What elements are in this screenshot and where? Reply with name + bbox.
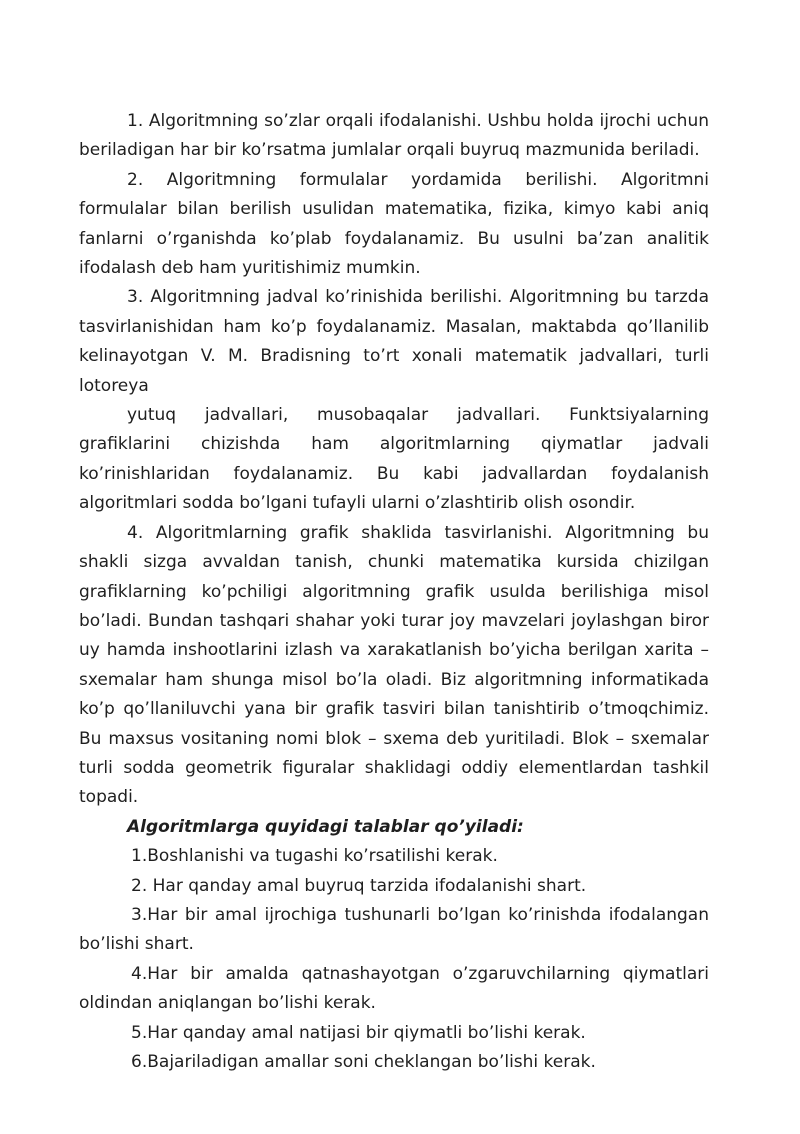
- list-item: [79, 960, 709, 1019]
- list-item-text: Har bir amalda qatnashayotgan o’zgaruvchilarning qiymatlari oldindan aniqlangan bo’lishi kerak.: [79, 963, 709, 1014]
- list-item-text: Har qanday amal buyruq tarzida ifodalanishi shart.: [147, 875, 587, 896]
- list-item-number: 6.: [131, 1052, 148, 1072]
- list-item-number: 2.: [131, 875, 148, 896]
- list-item-text: Boshlanishi va tugashi ko’rsatilishi kerak.: [147, 846, 498, 867]
- paragraph-verbal-algorithm: 1. Algoritmning so’zlar orqali ifodalanishi. Ushbu holda ijrochi uchun beriladigan har bir ko’rsatma jumlalar orqali buyruq mazmunida beriladi.: [79, 111, 709, 161]
- paragraph-formula-algorithm: 2. Algoritmning formulalar yordamida berilishi. Algoritmni formulalar bilan berilish usulidan matematika, fizika, kimyo kabi aniq fanlarni o’rganishda ko’plab foydalanamiz. Bu usulni ba’zan analitik ifodalash deb ham yuritishimiz mumkin.: [79, 169, 709, 279]
- requirements-heading: Algoritmlarga quyidagi talablar qo’yiladi:: [127, 816, 524, 837]
- list-item-text: Bajariladigan amallar soni cheklangan bo’lishi kerak.: [147, 1052, 596, 1072]
- paragraph-graphic-algorithm: 4. Algoritmlarning grafik shaklida tasvirlanishi. Algoritmning bu shakli sizga avvaldan tanish, chunki matematika kursida chizilgan grafiklarning ko’pchiligi algoritmning grafik usulda berilishiga misol bo’ladi. Bundan tashqari shahar yoki turar joy mavzelari joylashgan biror uy hamda inshootlarini izlash va xarakatlanish bo’yicha berilgan xarita – sxemalar ham shunga misol bo’la oladi. Biz algoritmning informatikada ko’p qo’llaniluvchi yana bir grafik tasviri bilan tanishtirib o’tmoqchimiz. Bu maxsus vositaning nomi blok – sxema deb yuritiladi. Blok – sxemalar turli sodda geometrik figuralar shaklidagi oddiy elementlardan tashkil topadi.: [79, 522, 709, 808]
- requirements-list: [79, 842, 709, 1077]
- list-item-text: Har qanday amal natijasi bir qiymatli bo’lishi kerak.: [147, 1022, 586, 1043]
- document-page: [79, 107, 709, 1077]
- paragraph-table-algorithm-continued: yutuq jadvallari, musobaqalar jadvallari. Funktsiyalarning grafiklarini chizishda ham algoritmlarning qiymatlar jadvali ko’rinishlaridan foydalanamiz. Bu kabi jadvallardan foydalanish algoritmlari sodda bo’lgani tufayli ularni o’zlashtirib olish osondir.: [79, 405, 709, 514]
- list-item: [79, 872, 709, 901]
- list-item: [79, 901, 709, 960]
- list-item: [79, 842, 709, 871]
- list-item-text: Har bir amal ijrochiga tushunarli bo’lgan ko’rinishda ifodalangan bo’lishi shart.: [79, 904, 709, 955]
- list-item-number: 4.: [131, 963, 148, 984]
- list-item-number: 3.: [131, 904, 148, 925]
- list-item: [79, 1048, 709, 1077]
- paragraph-table-algorithm: 3. Algoritmning jadval ko’rinishida berilishi. Algoritmning bu tarzda tasvirlanishidan ham ko’p foydalanamiz. Masalan, maktabda qo’llanilib kelinayotgan V. M. Bradisning to’rt xonali matematik jadvallari, turli lotoreya: [79, 287, 709, 396]
- list-item-number: 5.: [131, 1022, 148, 1043]
- list-item-number: 1.: [131, 846, 148, 867]
- list-item: [79, 1019, 709, 1048]
